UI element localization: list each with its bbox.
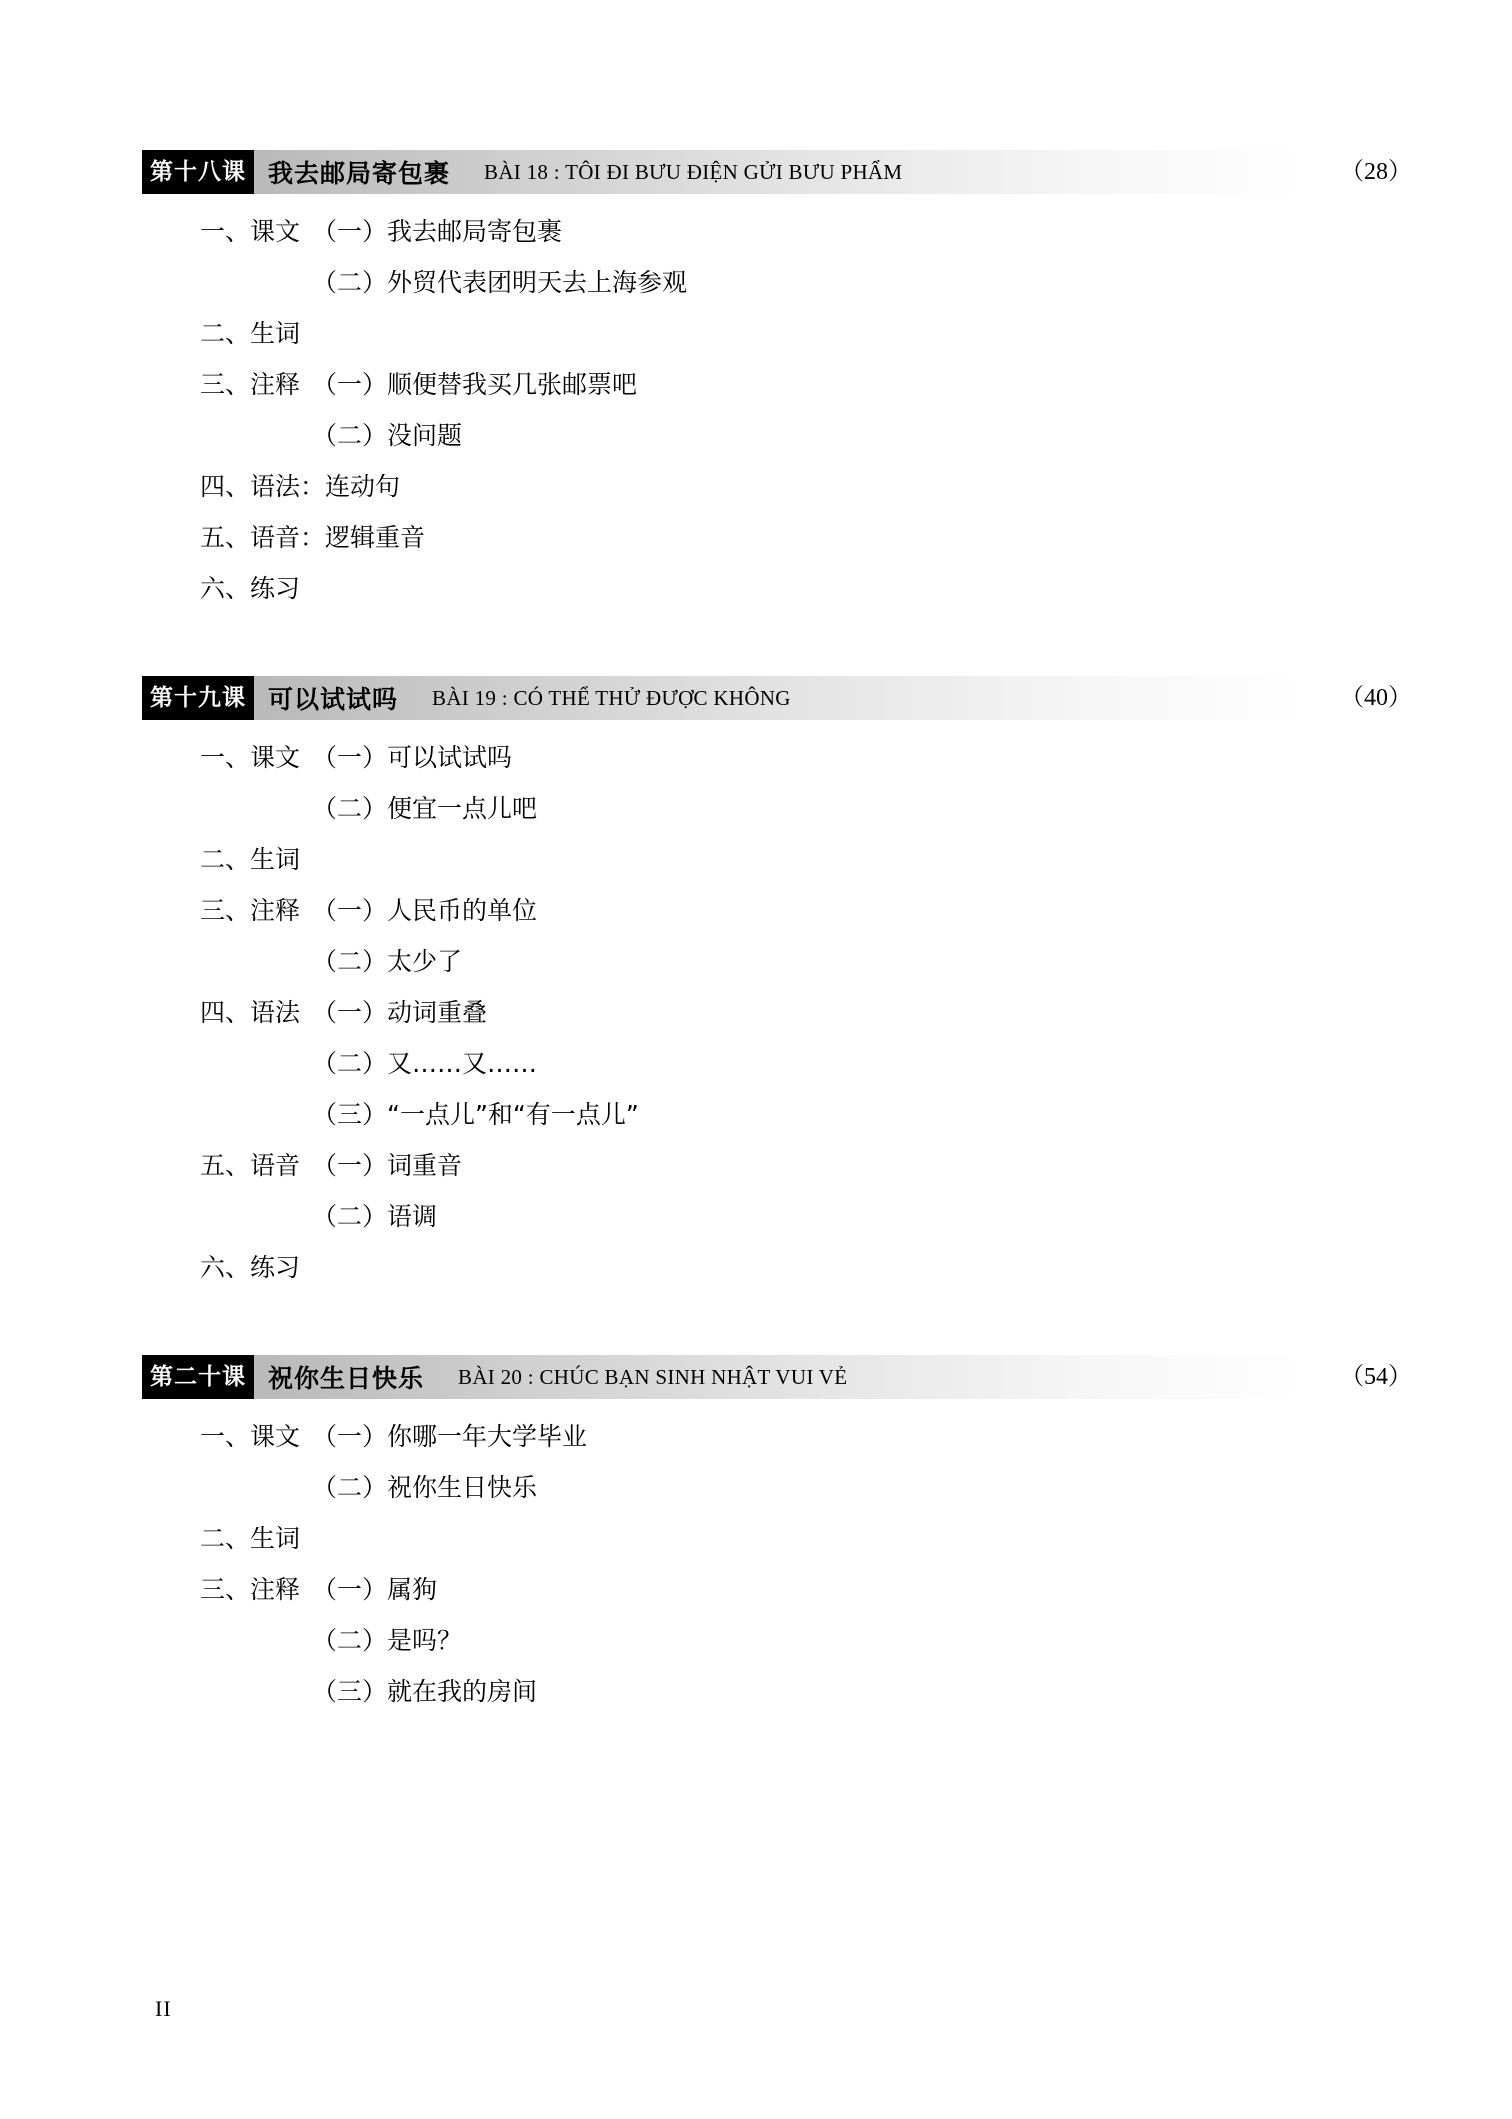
entry-label: 三、注释 bbox=[200, 1575, 301, 1604]
entry-sub: （一）动词重叠 bbox=[312, 998, 488, 1027]
entry-label: 三、注释 bbox=[200, 370, 301, 399]
toc-entry bbox=[142, 516, 1412, 559]
entry-sub: （三）就在我的房间 bbox=[312, 1677, 538, 1706]
table-of-contents bbox=[142, 150, 1412, 1721]
lesson-header bbox=[142, 1355, 1412, 1399]
entry-sub: （一）我去邮局寄包裹 bbox=[312, 217, 563, 246]
lesson-entries bbox=[142, 736, 1412, 1289]
entry-label: 四、语法：连动句 bbox=[200, 472, 401, 501]
toc-entry bbox=[142, 465, 1412, 508]
entry-label: 六、练习 bbox=[200, 1253, 301, 1282]
toc-entry bbox=[142, 1144, 1412, 1187]
toc-entry bbox=[142, 889, 1412, 932]
lesson-entries bbox=[142, 210, 1412, 610]
entry-label: 二、生词 bbox=[200, 1524, 301, 1553]
lesson-entries bbox=[142, 1415, 1412, 1713]
toc-entry-continuation bbox=[142, 1042, 1412, 1085]
entry-sub: （一）顺便替我买几张邮票吧 bbox=[312, 370, 638, 399]
toc-entry bbox=[142, 1246, 1412, 1289]
toc-entry bbox=[142, 210, 1412, 253]
entry-sub: （一）词重音 bbox=[312, 1151, 463, 1180]
lesson-title-chinese: 祝你生日快乐 bbox=[268, 1364, 425, 1393]
entry-label: 四、语法 bbox=[200, 998, 301, 1027]
toc-entry bbox=[142, 1415, 1412, 1458]
lesson-header bbox=[142, 676, 1412, 720]
lesson-header bbox=[142, 150, 1412, 194]
toc-entry-continuation bbox=[142, 261, 1412, 304]
lesson-title-chinese: 可以试试吗 bbox=[268, 685, 399, 714]
entry-label: 五、语音：逻辑重音 bbox=[200, 523, 426, 552]
section-gap bbox=[142, 1297, 1412, 1355]
toc-entry-continuation bbox=[142, 1093, 1412, 1136]
lesson-section-20 bbox=[142, 1355, 1412, 1713]
entry-label: 一、课文 bbox=[200, 217, 301, 246]
toc-entry bbox=[142, 736, 1412, 779]
entry-label: 六、练习 bbox=[200, 574, 301, 603]
entry-label: 五、语音 bbox=[200, 1151, 301, 1180]
section-gap bbox=[142, 618, 1412, 676]
entry-sub: （二）祝你生日快乐 bbox=[312, 1473, 538, 1502]
entry-sub: （二）太少了 bbox=[312, 947, 463, 976]
entry-sub: （二）便宜一点儿吧 bbox=[312, 794, 538, 823]
entry-label: 二、生词 bbox=[200, 845, 301, 874]
lesson-title-vietnamese: BÀI 19 : CÓ THỂ THỬ ĐƯỢC KHÔNG bbox=[432, 685, 791, 710]
page-folio: II bbox=[155, 1996, 172, 2021]
lesson-title-bar bbox=[254, 150, 1300, 194]
lesson-page-number: （28） bbox=[1340, 159, 1412, 185]
entry-sub: （一）属狗 bbox=[312, 1575, 438, 1604]
toc-entry bbox=[142, 1517, 1412, 1560]
entry-label: 三、注释 bbox=[200, 896, 301, 925]
toc-entry bbox=[142, 312, 1412, 355]
entry-label: 一、课文 bbox=[200, 743, 301, 772]
toc-entry-continuation bbox=[142, 414, 1412, 457]
entry-sub: （二）语调 bbox=[312, 1202, 438, 1231]
lesson-number-badge: 第十八课 bbox=[142, 150, 254, 194]
lesson-title-vietnamese: BÀI 18 : TÔI ĐI BƯU ĐIỆN GỬI BƯU PHẨM bbox=[484, 159, 903, 184]
lesson-title-chinese: 我去邮局寄包裹 bbox=[268, 159, 451, 188]
entry-sub: （一）可以试试吗 bbox=[312, 743, 513, 772]
lesson-title-vietnamese: BÀI 20 : CHÚC BẠN SINH NHẬT VUI VẺ bbox=[458, 1364, 848, 1389]
toc-entry-continuation bbox=[142, 1466, 1412, 1509]
entry-sub: （二）是吗？ bbox=[312, 1626, 463, 1655]
toc-entry-continuation bbox=[142, 1670, 1412, 1713]
lesson-page-number: （54） bbox=[1340, 1364, 1412, 1390]
entry-label: 一、课文 bbox=[200, 1422, 301, 1451]
toc-entry-continuation bbox=[142, 787, 1412, 830]
toc-entry bbox=[142, 363, 1412, 406]
toc-entry-continuation bbox=[142, 1195, 1412, 1238]
lesson-section-18 bbox=[142, 150, 1412, 610]
lesson-title-bar bbox=[254, 1355, 1300, 1399]
lesson-number-badge: 第二十课 bbox=[142, 1355, 254, 1399]
entry-label: 二、生词 bbox=[200, 319, 301, 348]
toc-entry bbox=[142, 1568, 1412, 1611]
lesson-page-number: （40） bbox=[1340, 685, 1412, 711]
toc-entry bbox=[142, 838, 1412, 881]
entry-sub: （二）又……又…… bbox=[312, 1049, 538, 1078]
lesson-section-19 bbox=[142, 676, 1412, 1289]
entry-sub: （二）外贸代表团明天去上海参观 bbox=[312, 268, 688, 297]
entry-sub: （三）“一点儿”和“有一点儿” bbox=[312, 1100, 639, 1129]
entry-sub: （二）没问题 bbox=[312, 421, 463, 450]
toc-entry-continuation bbox=[142, 1619, 1412, 1662]
lesson-title-bar bbox=[254, 676, 1300, 720]
toc-entry-continuation bbox=[142, 940, 1412, 983]
toc-entry bbox=[142, 567, 1412, 610]
lesson-number-badge: 第十九课 bbox=[142, 676, 254, 720]
entry-sub: （一）人民币的单位 bbox=[312, 896, 538, 925]
toc-entry bbox=[142, 991, 1412, 1034]
entry-sub: （一）你哪一年大学毕业 bbox=[312, 1422, 588, 1451]
